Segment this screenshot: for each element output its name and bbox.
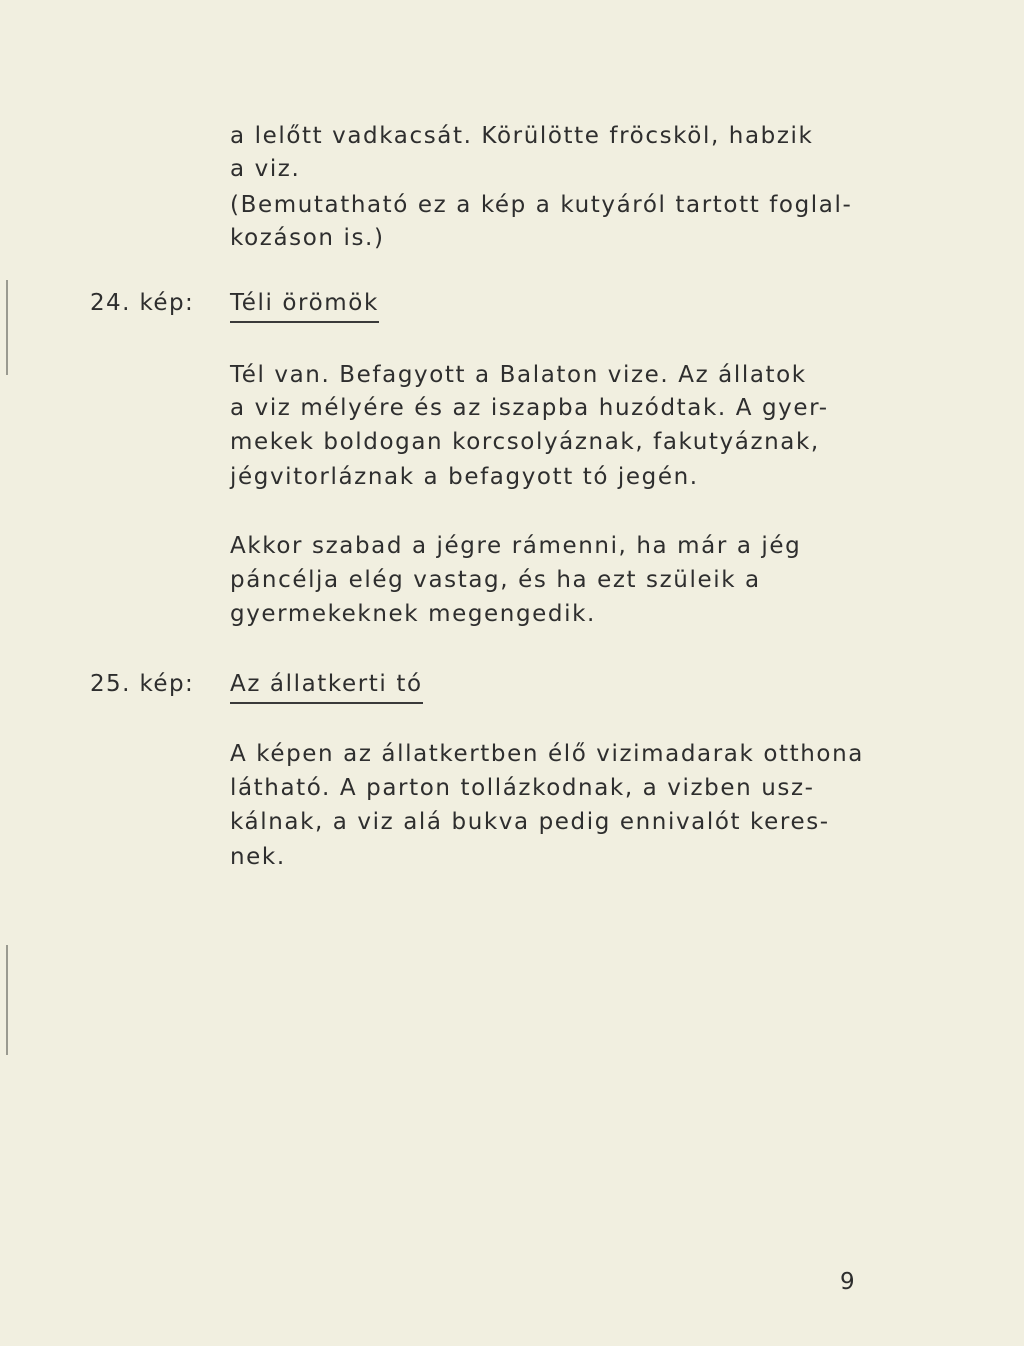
intro-line-2: a viz. [230,156,301,182]
picture-24-p2-line-3: gyermekeknek megengedik. [230,601,596,627]
picture-24-p1-line-4: jégvitorláznak a befagyott tó jegén. [230,464,699,490]
page-edge-mark-top [6,280,8,375]
picture-25-label: 25. kép: [90,671,195,697]
picture-24-p1-line-2: a viz mélyére és az iszapba huzódtak. A gyer- [230,395,829,421]
intro-line-4: kozáson is.) [230,225,385,251]
picture-24-p1-line-1: Tél van. Befagyott a Balaton vize. Az állatok [230,362,807,388]
picture-24-p1-line-3: mekek boldogan korcsolyáznak, fakutyáznak, [230,429,820,455]
page-edge-mark-bottom [6,945,8,1055]
picture-24-p2-line-1: Akkor szabad a jégre rámenni, ha már a jég [230,533,802,559]
picture-25-p1-line-4: nek. [230,844,286,870]
picture-25-title: Az állatkerti tó [230,670,423,704]
picture-24-title: Téli örömök [230,289,379,323]
intro-line-3: (Bemutatható ez a kép a kutyáról tartott foglal- [230,192,853,218]
picture-25-p1-line-3: kálnak, a viz alá bukva pedig ennivalót keres- [230,809,830,835]
intro-line-1: a lelőtt vadkacsát. Körülötte fröcsköl, habzik [230,123,814,149]
picture-24-p2-line-2: páncélja elég vastag, és ha ezt szüleik a [230,567,761,593]
picture-25-p1-line-1: A képen az állatkertben élő vizimadarak otthona [230,741,864,767]
page-number: 9 [840,1269,855,1295]
picture-25-p1-line-2: látható. A parton tollázkodnak, a vizben usz- [230,775,815,801]
picture-24-label: 24. kép: [90,290,195,316]
